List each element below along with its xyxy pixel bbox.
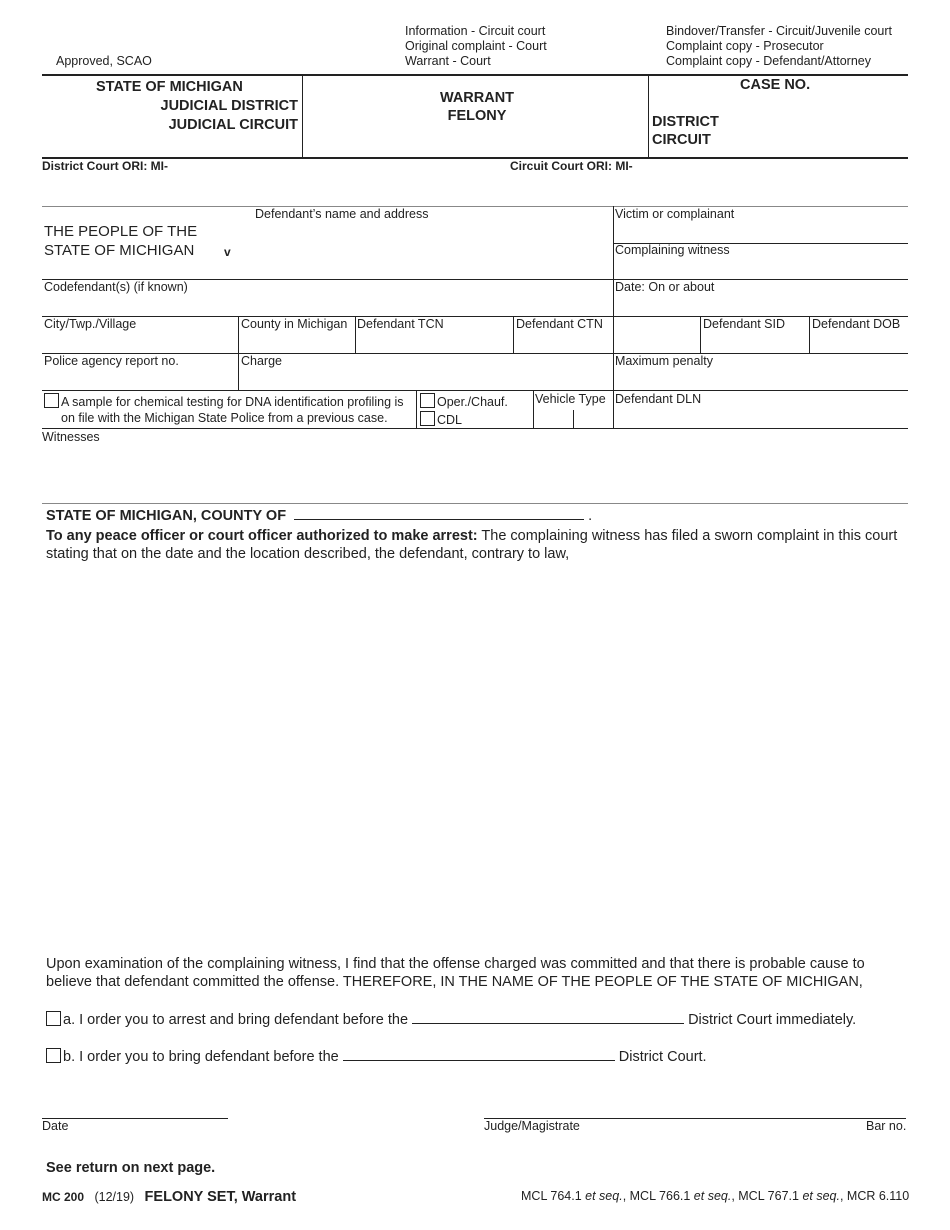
order-b-text: b. I order you to bring defendant before the (63, 1049, 339, 1065)
order-a-court-blank[interactable] (412, 1022, 684, 1024)
grid-divider (613, 206, 614, 428)
distribution-item: Warrant - Court (405, 54, 491, 68)
distribution-list-left (405, 24, 547, 69)
statute-text: et seq. (802, 1189, 840, 1203)
distribution-item: Information - Circuit court (405, 24, 546, 38)
cdl-checkbox[interactable] (420, 411, 435, 426)
oper-chauf-row[interactable] (420, 393, 508, 411)
dln-label: Defendant DLN (615, 392, 702, 406)
order-b-checkbox[interactable] (46, 1048, 61, 1063)
form-id (42, 1188, 296, 1206)
statute-text: , MCL 766.1 (622, 1189, 694, 1203)
bar-no-label: Bar no. (866, 1119, 907, 1133)
cdl-row[interactable] (420, 411, 508, 429)
statute-references (521, 1189, 909, 1203)
officer-instruction-bold: To any peace officer or court officer authorized to make arrest: (46, 528, 478, 544)
police-report-label: Police agency report no. (44, 354, 179, 368)
header-divider (302, 75, 303, 157)
order-a-checkbox[interactable] (46, 1011, 61, 1026)
grid-divider (809, 316, 810, 353)
statute-text: , MCL 767.1 (731, 1189, 803, 1203)
order-b-suffix: District Court. (618, 1049, 707, 1065)
witnesses-rule (42, 503, 908, 504)
codefendants-label: Codefendant(s) (if known) (44, 280, 188, 294)
city-label: City/Twp./Village (44, 317, 137, 331)
statute-text: MCL 764.1 (521, 1189, 586, 1203)
court-header (60, 78, 298, 135)
versus-label: v (224, 245, 231, 259)
people-line: THE PEOPLE OF THE (44, 223, 198, 240)
grid-divider (573, 410, 574, 428)
distribution-item: Bindover/Transfer - Circuit/Juvenile court (666, 24, 893, 38)
grid-rule (42, 390, 908, 391)
order-a-suffix: District Court immediately. (688, 1012, 857, 1028)
dna-checkbox-row[interactable] (44, 393, 404, 426)
grid-divider (355, 316, 356, 353)
oper-chauf-checkbox[interactable] (420, 393, 435, 408)
ctn-label: Defendant CTN (516, 317, 603, 331)
people-label (44, 222, 197, 260)
order-b-row[interactable] (46, 1048, 707, 1066)
statute-text: et seq. (693, 1189, 732, 1203)
oper-chauf-label: Oper./Chauf. (437, 395, 508, 409)
order-b-court-blank[interactable] (343, 1059, 615, 1061)
dna-text: A sample for chemical testing for DNA identification profiling is (61, 395, 404, 409)
grid-divider (238, 316, 239, 390)
court-type (652, 113, 719, 149)
date-signature-line[interactable] (42, 1118, 228, 1119)
date-label: Date (42, 1119, 69, 1133)
see-return-note: See return on next page. (46, 1160, 216, 1176)
vehicle-type-label: Vehicle Type (535, 392, 606, 406)
people-line: STATE OF MICHIGAN (44, 242, 195, 259)
statute-text: , MCR 6.110 (839, 1189, 910, 1203)
circuit-ori-label: Circuit Court ORI: MI- (510, 159, 633, 173)
statute-text: et seq. (585, 1189, 623, 1203)
judicial-district-label: JUDICIAL DISTRICT (160, 98, 298, 114)
cdl-label: CDL (437, 413, 463, 427)
distribution-item: Complaint copy - Prosecutor (666, 39, 824, 53)
county-of-line (46, 508, 592, 525)
charge-label: Charge (241, 354, 282, 368)
dna-text: on file with the Michigan State Police from a previous case. (61, 411, 388, 425)
victim-label: Victim or complainant (615, 207, 735, 221)
county-label: County in Michigan (241, 317, 348, 331)
case-no-label: CASE NO. (740, 77, 811, 93)
license-type (420, 393, 508, 429)
date-label: Date: On or about (615, 280, 715, 294)
grid-divider (700, 316, 701, 353)
order-a-row[interactable] (46, 1011, 856, 1029)
circuit-label: CIRCUIT (652, 132, 711, 148)
complaining-witness-label: Complaining witness (615, 243, 730, 257)
warrant-title: WARRANT (439, 90, 515, 106)
order-a-text: a. I order you to arrest and bring defendant before the (63, 1012, 409, 1028)
grid-divider (513, 316, 514, 353)
dna-checkbox[interactable] (44, 393, 59, 408)
header-divider (648, 75, 649, 157)
distribution-item: Complaint copy - Defendant/Attorney (666, 54, 871, 68)
approved-scao: Approved, SCAO (56, 54, 152, 68)
header-top-rule (42, 74, 908, 76)
felony-title: FELONY (447, 108, 507, 124)
state-label: STATE OF MICHIGAN (96, 79, 243, 95)
form-title (400, 89, 554, 125)
examination-text: Upon examination of the complaining witness, I find that the offense charged was committed and that there is probable cause to believe that defendant committed the offense. THEREFORE, IN THE NAME OF THE PEOPLE OF THE STATE OF MICHIGAN, (46, 956, 865, 990)
max-penalty-label: Maximum penalty (615, 354, 713, 368)
officer-instruction-text: The complaining witness has filed a sworn complaint in this court stating that on the date and the location described, the defendant, contrary to law, (46, 528, 898, 562)
header-bottom-rule (42, 157, 908, 159)
defendant-name-label: Defendant’s name and address (255, 207, 429, 221)
grid-rule (42, 206, 908, 207)
distribution-list-right (666, 24, 892, 69)
sid-label: Defendant SID (703, 317, 785, 331)
form-revision: (12/19) (94, 1190, 135, 1204)
grid-divider (416, 391, 417, 428)
form-number: MC 200 (42, 1190, 85, 1204)
grid-divider (533, 391, 534, 428)
district-ori-label: District Court ORI: MI- (42, 159, 168, 173)
distribution-item: Original complaint - Court (405, 39, 547, 53)
district-label: DISTRICT (652, 114, 719, 130)
county-blank[interactable] (294, 518, 584, 520)
officer-instruction (46, 527, 906, 563)
judge-label: Judge/Magistrate (484, 1119, 580, 1133)
county-of-label: STATE OF MICHIGAN, COUNTY OF (46, 508, 287, 524)
judicial-circuit-label: JUDICIAL CIRCUIT (168, 117, 298, 133)
dob-label: Defendant DOB (812, 317, 901, 331)
tcn-label: Defendant TCN (357, 317, 444, 331)
period: . (588, 508, 593, 524)
witnesses-label: Witnesses (42, 430, 100, 444)
form-title-footer: FELONY SET, Warrant (144, 1189, 297, 1205)
